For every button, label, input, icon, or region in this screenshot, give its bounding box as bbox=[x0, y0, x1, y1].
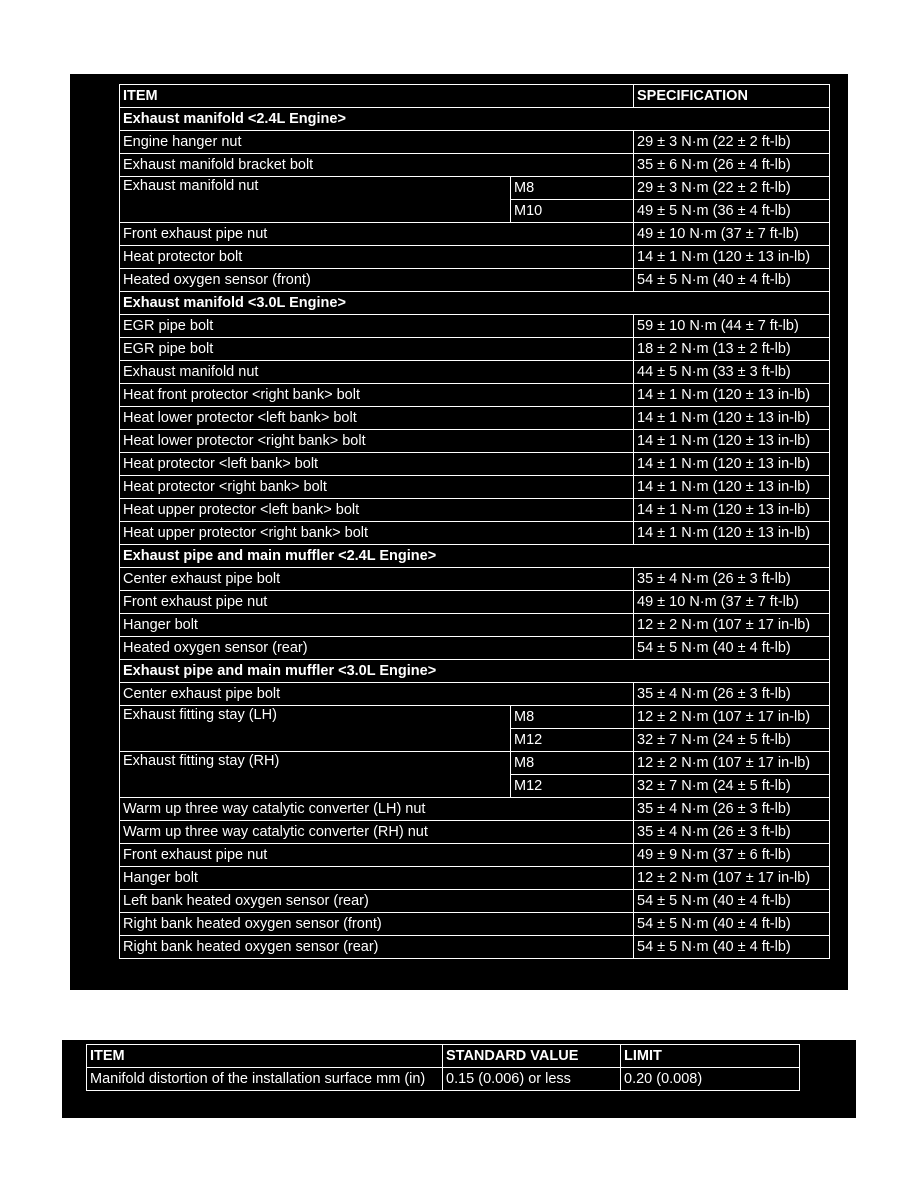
item-header: ITEM bbox=[120, 85, 634, 108]
item-cell: Exhaust fitting stay (LH) bbox=[120, 706, 511, 752]
table-row bbox=[120, 177, 830, 200]
item-cell: Exhaust manifold bracket bolt bbox=[120, 154, 634, 177]
item-cell: EGR pipe bolt bbox=[120, 338, 634, 361]
item-cell: EGR pipe bolt bbox=[120, 315, 634, 338]
section-title: Exhaust manifold <2.4L Engine> bbox=[120, 108, 830, 131]
item-cell: Left bank heated oxygen sensor (rear) bbox=[120, 890, 634, 913]
size-cell: M8 bbox=[511, 706, 634, 729]
table-row bbox=[120, 568, 830, 591]
spec-cell: 44 ± 5 N·m (33 ± 3 ft-lb) bbox=[634, 361, 830, 384]
table-row bbox=[120, 223, 830, 246]
table-row bbox=[120, 315, 830, 338]
section-row bbox=[120, 660, 830, 683]
item-cell: Heat front protector <right bank> bolt bbox=[120, 384, 634, 407]
item-cell: Heat protector <right bank> bolt bbox=[120, 476, 634, 499]
spec-cell: 49 ± 9 N·m (37 ± 6 ft-lb) bbox=[634, 844, 830, 867]
size-cell: M8 bbox=[511, 752, 634, 775]
spec-cell: 54 ± 5 N·m (40 ± 4 ft-lb) bbox=[634, 913, 830, 936]
spec-cell: 35 ± 4 N·m (26 ± 3 ft-lb) bbox=[634, 683, 830, 706]
spec-cell: 14 ± 1 N·m (120 ± 13 in-lb) bbox=[634, 430, 830, 453]
size-cell: M8 bbox=[511, 177, 634, 200]
item-header: ITEM bbox=[87, 1045, 443, 1068]
table-row bbox=[120, 913, 830, 936]
section-title: Exhaust manifold <3.0L Engine> bbox=[120, 292, 830, 315]
item-cell: Heat lower protector <right bank> bolt bbox=[120, 430, 634, 453]
item-cell: Warm up three way catalytic converter (LH) nut bbox=[120, 798, 634, 821]
spec-cell: 14 ± 1 N·m (120 ± 13 in-lb) bbox=[634, 476, 830, 499]
spec-cell: 29 ± 3 N·m (22 ± 2 ft-lb) bbox=[634, 131, 830, 154]
item-cell: Heated oxygen sensor (rear) bbox=[120, 637, 634, 660]
item-cell: Heat lower protector <left bank> bolt bbox=[120, 407, 634, 430]
spec-cell: 35 ± 4 N·m (26 ± 3 ft-lb) bbox=[634, 798, 830, 821]
spec-cell: 12 ± 2 N·m (107 ± 17 in-lb) bbox=[634, 752, 830, 775]
item-cell: Right bank heated oxygen sensor (rear) bbox=[120, 936, 634, 959]
table-row bbox=[120, 453, 830, 476]
table-header-row bbox=[87, 1045, 800, 1068]
spec-cell: 49 ± 5 N·m (36 ± 4 ft-lb) bbox=[634, 200, 830, 223]
spec-cell: 12 ± 2 N·m (107 ± 17 in-lb) bbox=[634, 867, 830, 890]
table-row bbox=[120, 430, 830, 453]
table-row bbox=[120, 476, 830, 499]
spec-cell: 35 ± 6 N·m (26 ± 4 ft-lb) bbox=[634, 154, 830, 177]
spec-cell: 14 ± 1 N·m (120 ± 13 in-lb) bbox=[634, 407, 830, 430]
item-cell: Right bank heated oxygen sensor (front) bbox=[120, 913, 634, 936]
item-cell: Heat protector <left bank> bolt bbox=[120, 453, 634, 476]
size-cell: M12 bbox=[511, 729, 634, 752]
table-row bbox=[120, 798, 830, 821]
table-row bbox=[120, 890, 830, 913]
item-cell: Center exhaust pipe bolt bbox=[120, 568, 634, 591]
section-title: Exhaust pipe and main muffler <3.0L Engine> bbox=[120, 660, 830, 683]
spec-cell: 49 ± 10 N·m (37 ± 7 ft-lb) bbox=[634, 223, 830, 246]
item-cell: Front exhaust pipe nut bbox=[120, 591, 634, 614]
spec-cell: 14 ± 1 N·m (120 ± 13 in-lb) bbox=[634, 499, 830, 522]
item-cell: Exhaust fitting stay (RH) bbox=[120, 752, 511, 798]
standard-value-header: STANDARD VALUE bbox=[443, 1045, 621, 1068]
table-row bbox=[120, 522, 830, 545]
table-row bbox=[120, 683, 830, 706]
section-row bbox=[120, 545, 830, 568]
table-row bbox=[120, 246, 830, 269]
standard-value-table bbox=[86, 1044, 800, 1091]
table-row bbox=[120, 384, 830, 407]
spec-cell: 18 ± 2 N·m (13 ± 2 ft-lb) bbox=[634, 338, 830, 361]
torque-spec-table bbox=[119, 84, 830, 959]
section-row bbox=[120, 292, 830, 315]
spec-cell: 12 ± 2 N·m (107 ± 17 in-lb) bbox=[634, 706, 830, 729]
item-cell: Hanger bolt bbox=[120, 867, 634, 890]
table-row bbox=[120, 637, 830, 660]
spec-cell: 54 ± 5 N·m (40 ± 4 ft-lb) bbox=[634, 890, 830, 913]
table-row bbox=[120, 844, 830, 867]
limit-header: LIMIT bbox=[621, 1045, 800, 1068]
table-row bbox=[120, 752, 830, 775]
spec-cell: 35 ± 4 N·m (26 ± 3 ft-lb) bbox=[634, 568, 830, 591]
spec-cell: 32 ± 7 N·m (24 ± 5 ft-lb) bbox=[634, 775, 830, 798]
spec-cell: 14 ± 1 N·m (120 ± 13 in-lb) bbox=[634, 384, 830, 407]
item-cell: Front exhaust pipe nut bbox=[120, 223, 634, 246]
table-row bbox=[120, 706, 830, 729]
section-title: Exhaust pipe and main muffler <2.4L Engine> bbox=[120, 545, 830, 568]
torque-spec-panel bbox=[70, 74, 848, 990]
spec-cell: 35 ± 4 N·m (26 ± 3 ft-lb) bbox=[634, 821, 830, 844]
table-row bbox=[120, 821, 830, 844]
spec-cell: 59 ± 10 N·m (44 ± 7 ft-lb) bbox=[634, 315, 830, 338]
table-row bbox=[120, 936, 830, 959]
item-cell: Heat upper protector <right bank> bolt bbox=[120, 522, 634, 545]
item-cell: Engine hanger nut bbox=[120, 131, 634, 154]
table-header-row bbox=[120, 85, 830, 108]
item-cell: Center exhaust pipe bolt bbox=[120, 683, 634, 706]
standard-value-panel bbox=[62, 1040, 856, 1118]
spec-cell: 14 ± 1 N·m (120 ± 13 in-lb) bbox=[634, 246, 830, 269]
size-cell: M10 bbox=[511, 200, 634, 223]
spec-cell: 32 ± 7 N·m (24 ± 5 ft-lb) bbox=[634, 729, 830, 752]
spec-cell: 29 ± 3 N·m (22 ± 2 ft-lb) bbox=[634, 177, 830, 200]
table-row bbox=[120, 154, 830, 177]
table-row bbox=[120, 269, 830, 292]
item-cell: Warm up three way catalytic converter (RH) nut bbox=[120, 821, 634, 844]
spec-cell: 14 ± 1 N·m (120 ± 13 in-lb) bbox=[634, 522, 830, 545]
table-row bbox=[87, 1068, 800, 1091]
limit-cell: 0.20 (0.008) bbox=[621, 1068, 800, 1091]
item-cell: Front exhaust pipe nut bbox=[120, 844, 634, 867]
item-cell: Hanger bolt bbox=[120, 614, 634, 637]
section-row bbox=[120, 108, 830, 131]
table-row bbox=[120, 131, 830, 154]
spec-cell: 54 ± 5 N·m (40 ± 4 ft-lb) bbox=[634, 269, 830, 292]
item-cell: Exhaust manifold nut bbox=[120, 177, 511, 223]
table-row bbox=[120, 407, 830, 430]
spec-cell: 49 ± 10 N·m (37 ± 7 ft-lb) bbox=[634, 591, 830, 614]
table-row bbox=[120, 499, 830, 522]
item-cell: Heated oxygen sensor (front) bbox=[120, 269, 634, 292]
spec-cell: 12 ± 2 N·m (107 ± 17 in-lb) bbox=[634, 614, 830, 637]
table-row bbox=[120, 591, 830, 614]
spec-cell: 14 ± 1 N·m (120 ± 13 in-lb) bbox=[634, 453, 830, 476]
spec-cell: 54 ± 5 N·m (40 ± 4 ft-lb) bbox=[634, 936, 830, 959]
table-row bbox=[120, 361, 830, 384]
table-row bbox=[120, 338, 830, 361]
specification-header: SPECIFICATION bbox=[634, 85, 830, 108]
table-row bbox=[120, 614, 830, 637]
item-cell: Exhaust manifold nut bbox=[120, 361, 634, 384]
item-cell: Manifold distortion of the installation surface mm (in) bbox=[87, 1068, 443, 1091]
size-cell: M12 bbox=[511, 775, 634, 798]
item-cell: Heat protector bolt bbox=[120, 246, 634, 269]
spec-cell: 54 ± 5 N·m (40 ± 4 ft-lb) bbox=[634, 637, 830, 660]
item-cell: Heat upper protector <left bank> bolt bbox=[120, 499, 634, 522]
standard-value-cell: 0.15 (0.006) or less bbox=[443, 1068, 621, 1091]
table-row bbox=[120, 867, 830, 890]
